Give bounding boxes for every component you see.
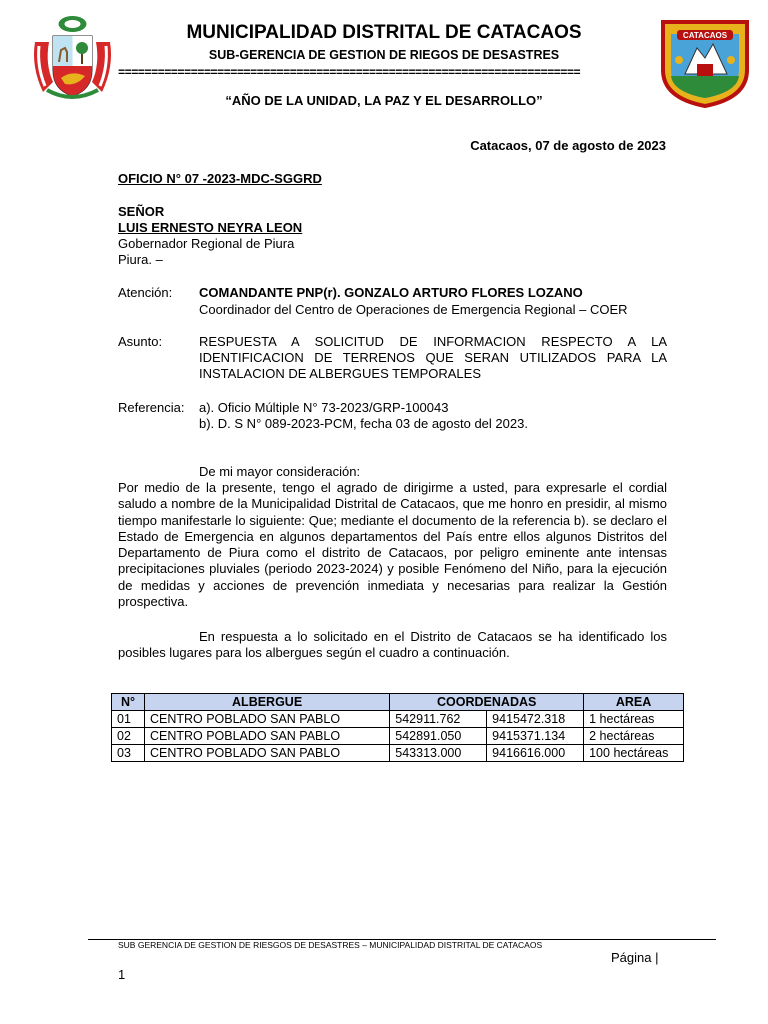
albergues-table [111,693,684,762]
recipient-name: LUIS ERNESTO NEYRA LEON [118,220,303,235]
row-coord-x: 543313.000 [390,745,487,762]
subgerencia-subtitle: SUB-GERENCIA DE GESTION DE RIEGOS DE DESASTRES [208,48,560,62]
salutation: SEÑOR [118,204,165,219]
table-row [112,745,684,762]
footer-text: SUB GERENCIA DE GESTION DE RIESGOS DE DESASTRES – MUNICIPALIDAD DISTRITAL DE CATACAOS [118,940,543,950]
header-area: AREA [584,694,684,711]
header-albergue: ALBERGUE [144,694,389,711]
subject-text: RESPUESTA A SOLICITUD DE INFORMACION RESPECTO A LA IDENTIFICACION DE TERRENOS QUE SERAN UTILIZADOS PARA LA INSTALACION DE ALBERGUES TEMPORALES [199,334,667,381]
logo-text: CATACAOS [682,31,728,40]
attention-label: Atención: [118,285,173,300]
reference-a: a). Oficio Múltiple N° 73-2023/GRP-100043 [199,400,449,415]
row-coord-y: 9415472.318 [487,711,584,728]
row-number: 02 [112,728,145,745]
oficio-number: OFICIO N° 07 -2023-MDC-SGGRD [118,171,322,186]
row-albergue: CENTRO POBLADO SAN PABLO [144,745,389,762]
body-paragraph-1: Por medio de la presente, tengo el agrado de dirigirme a usted, para expresarle el cordial saludo a nombre de la Municipalidad Distrital de Catacaos, que me honro en presidir, al mismo tiempo manifestarle lo siguiente: Que; mediante el documento de la referencia b). se declaro el Estado de Emergencia en algunos departamentos del País entre ellos algunos Distritos del Departamento de Piura como el distrito de Catacaos, por peligro eminente ante intensas precipitaciones pluviales (periodo 2023-2024) y posible Fenómeno del Niño, para la ejecución de medidas y acciones de prevención inmediata y necesarias para realizar la Gestión prospectiva. [118,480,667,610]
row-coord-x: 542891.050 [390,728,487,745]
row-albergue: CENTRO POBLADO SAN PABLO [144,711,389,728]
header-separator: ====================================================================== [118,66,581,80]
reference-b: b). D. S N° 089-2023-PCM, fecha 03 de agosto del 2023. [199,416,528,431]
table-row [112,711,684,728]
row-area: 1 hectáreas [584,711,684,728]
reference-label: Referencia: [118,400,185,415]
row-albergue: CENTRO POBLADO SAN PABLO [144,728,389,745]
attention-role: Coordinador del Centro de Operaciones de Emergencia Regional – COER [199,302,628,317]
municipality-title: MUNICIPALIDAD DISTRITAL DE CATACAOS [186,22,582,43]
year-motto: “AÑO DE LA UNIDAD, LA PAZ Y EL DESARROLLO” [225,93,543,108]
place-date: Catacaos, 07 de agosto de 2023 [470,138,666,153]
page-number: 1 [118,967,126,982]
greeting: De mi mayor consideración: [199,464,361,479]
table-header-row [112,694,684,711]
row-area: 2 hectáreas [584,728,684,745]
row-number: 03 [112,745,145,762]
body-paragraph-2: En respuesta a lo solicitado en el Distrito de Catacaos se ha identificado los posibles lugares para los albergues según el cuadro a continuación. [118,629,667,661]
table-row [112,728,684,745]
recipient-city: Piura. – [118,252,163,267]
row-coord-y: 9415371.134 [487,728,584,745]
page-label: Página | [611,950,659,965]
attention-name: COMANDANTE PNP(r). GONZALO ARTURO FLORES LOZANO [199,285,583,300]
subject-label: Asunto: [118,334,163,349]
row-coord-y: 9416616.000 [487,745,584,762]
header-coordenadas: COORDENADAS [390,694,584,711]
row-number: 01 [112,711,145,728]
row-coord-x: 542911.762 [390,711,487,728]
recipient-title: Gobernador Regional de Piura [118,236,295,251]
row-area: 100 hectáreas [584,745,684,762]
header-number: N° [112,694,145,711]
